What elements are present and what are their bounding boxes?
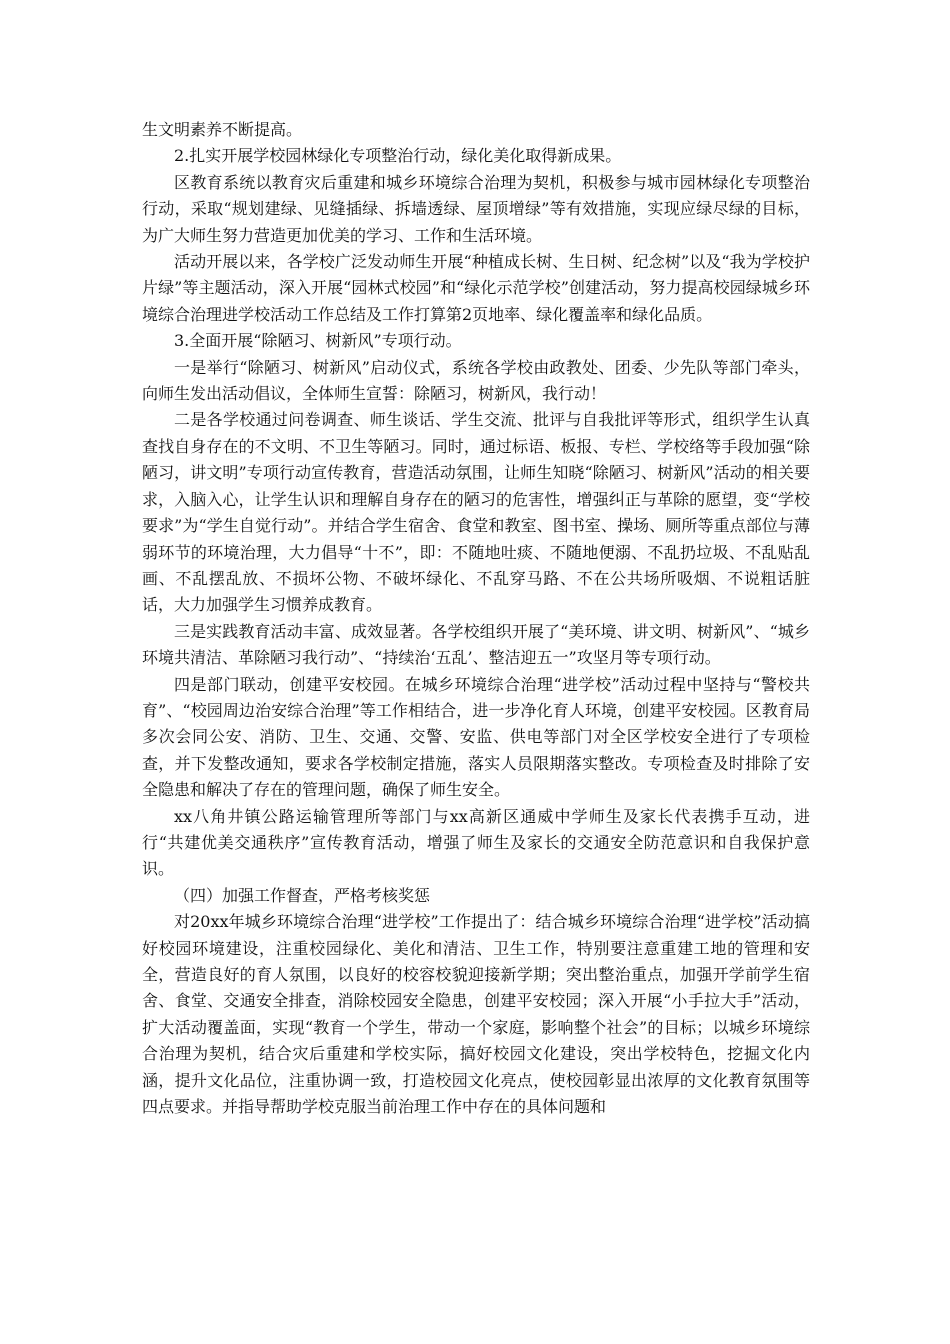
paragraph-point-one: 一是举行“除陋习、树新风”启动仪式，系统各学校由政教处、团委、少先队等部门牵头，向师生发出活动倡议，全体师生宣誓：除陋习，树新风，我行动！ — [142, 357, 810, 404]
paragraph-heading-supervision: （四）加强工作督查，严格考核奖惩 — [174, 885, 431, 905]
document-body — [142, 117, 810, 1120]
paragraph-point-four: 四是部门联动，创建平安校园。在城乡环境综合治理“进学校”活动过程中坚持与“警校共育”、“校园周边治安综合治理”等工作相结合，进一步净化育人环境，创建平安校园。区教育局多次会同公安、消防、卫生、交通、交警、安监、供电等部门对全区学校安全进行了专项检查，并下发整改通知，要求各学校制定措施，落实人员限期落实整改。专项检查及时排除了安全隐患和解决了存在的管理问题，确保了师生安全。 — [142, 674, 810, 800]
paragraph-requirements: 对20xx年城乡环境综合治理“进学校”工作提出了：结合城乡环境综合治理“进学校”活动搞好校园环境建设，注重校园绿化、美化和清洁、卫生工作，特别要注意重建工地的管理和安全，营造良好的育人氛围，以良好的校容校貌迎接新学期；突出整治重点，加强开学前学生宿舍、食堂、交通安全排查，消除校园安全隐患，创建平安校园；深入开展“小手拉大手”活动，扩大活动覆盖面，实现“教育一个学生，带动一个家庭，影响整个社会”的目标；以城乡环境综合治理为契机，结合灾后重建和学校实际，搞好校园文化建设，突出学校特色，挖掘文化内涵，提升文化品位，注重协调一致，打造校园文化亮点，使校园彰显出浓厚的文化教育氛围等四点要求。并指导帮助学校克服当前治理工作中存在的具体问题和 — [142, 912, 810, 1117]
paragraph-heading-greening: 2.扎实开展学校园林绿化专项整治行动，绿化美化取得新成果。 — [174, 146, 622, 166]
paragraph-heading-habits: 3.全面开展“除陋习、树新风”专项行动。 — [174, 331, 462, 351]
paragraph-traffic-safety: xx八角井镇公路运输管理所等部门与xx高新区通威中学师生及家长代表携手互动，进行“共建优美交通秩序”宣传教育活动，增强了师生及家长的交通安全防范意识和自我保护意识。 — [142, 806, 810, 879]
paragraph-point-three: 三是实践教育活动丰富、成效显著。各学校组织开展了“美环境、讲文明、树新风”、“城乡环境共清洁、革除陋习我行动”、“持续治‘五乱’、整洁迎五一”攻坚月等专项行动。 — [142, 621, 810, 668]
paragraph-greening-measures: 区教育系统以教育灾后重建和城乡环境综合治理为契机，积极参与城市园林绿化专项整治行动，采取“规划建绿、见缝插绿、拆墙透绿、屋顶增绿”等有效措施，实现应绿尽绿的目标，为广大师生努力营造更加优美的学习、工作和生活环境。 — [142, 172, 810, 245]
paragraph-greening-activities: 活动开展以来，各学校广泛发动师生开展“种植成长树、生日树、纪念树”以及“我为学校护片绿”等主题活动，深入开展“园林式校园”和“绿化示范学校”创建活动，努力提高校园绿城乡环境综合治理进学校活动工作总结及工作打算第2页地率、绿化覆盖率和绿化品质。 — [142, 252, 810, 324]
paragraph-point-two: 二是各学校通过问卷调查、师生谈话、学生交流、批评与自我批评等形式，组织学生认真查找自身存在的不文明、不卫生等陋习。同时，通过标语、板报、专栏、学校络等手段加强“除陋习，讲文明”专项行动宣传教育，营造活动氛围，让师生知晓“除陋习、树新风”活动的相关要求，入脑入心，让学生认识和理解自身存在的陋习的危害性，增强纠正与革除的愿望，变“学校要求”为“学生自觉行动”。并结合学生宿舍、食堂和教室、图书室、操场、厕所等重点部位与薄弱环节的环境治理，大力倡导“十不”，即：不随地吐痰、不随地便溺、不乱扔垃圾、不乱贴乱画、不乱摆乱放、不损坏公物、不破坏绿化、不乱穿马路、不在公共场所吸烟、不说粗话脏话，大力加强学生习惯养成教育。 — [142, 410, 810, 615]
paragraph-continuation: 生文明素养不断提高。 — [142, 120, 303, 139]
